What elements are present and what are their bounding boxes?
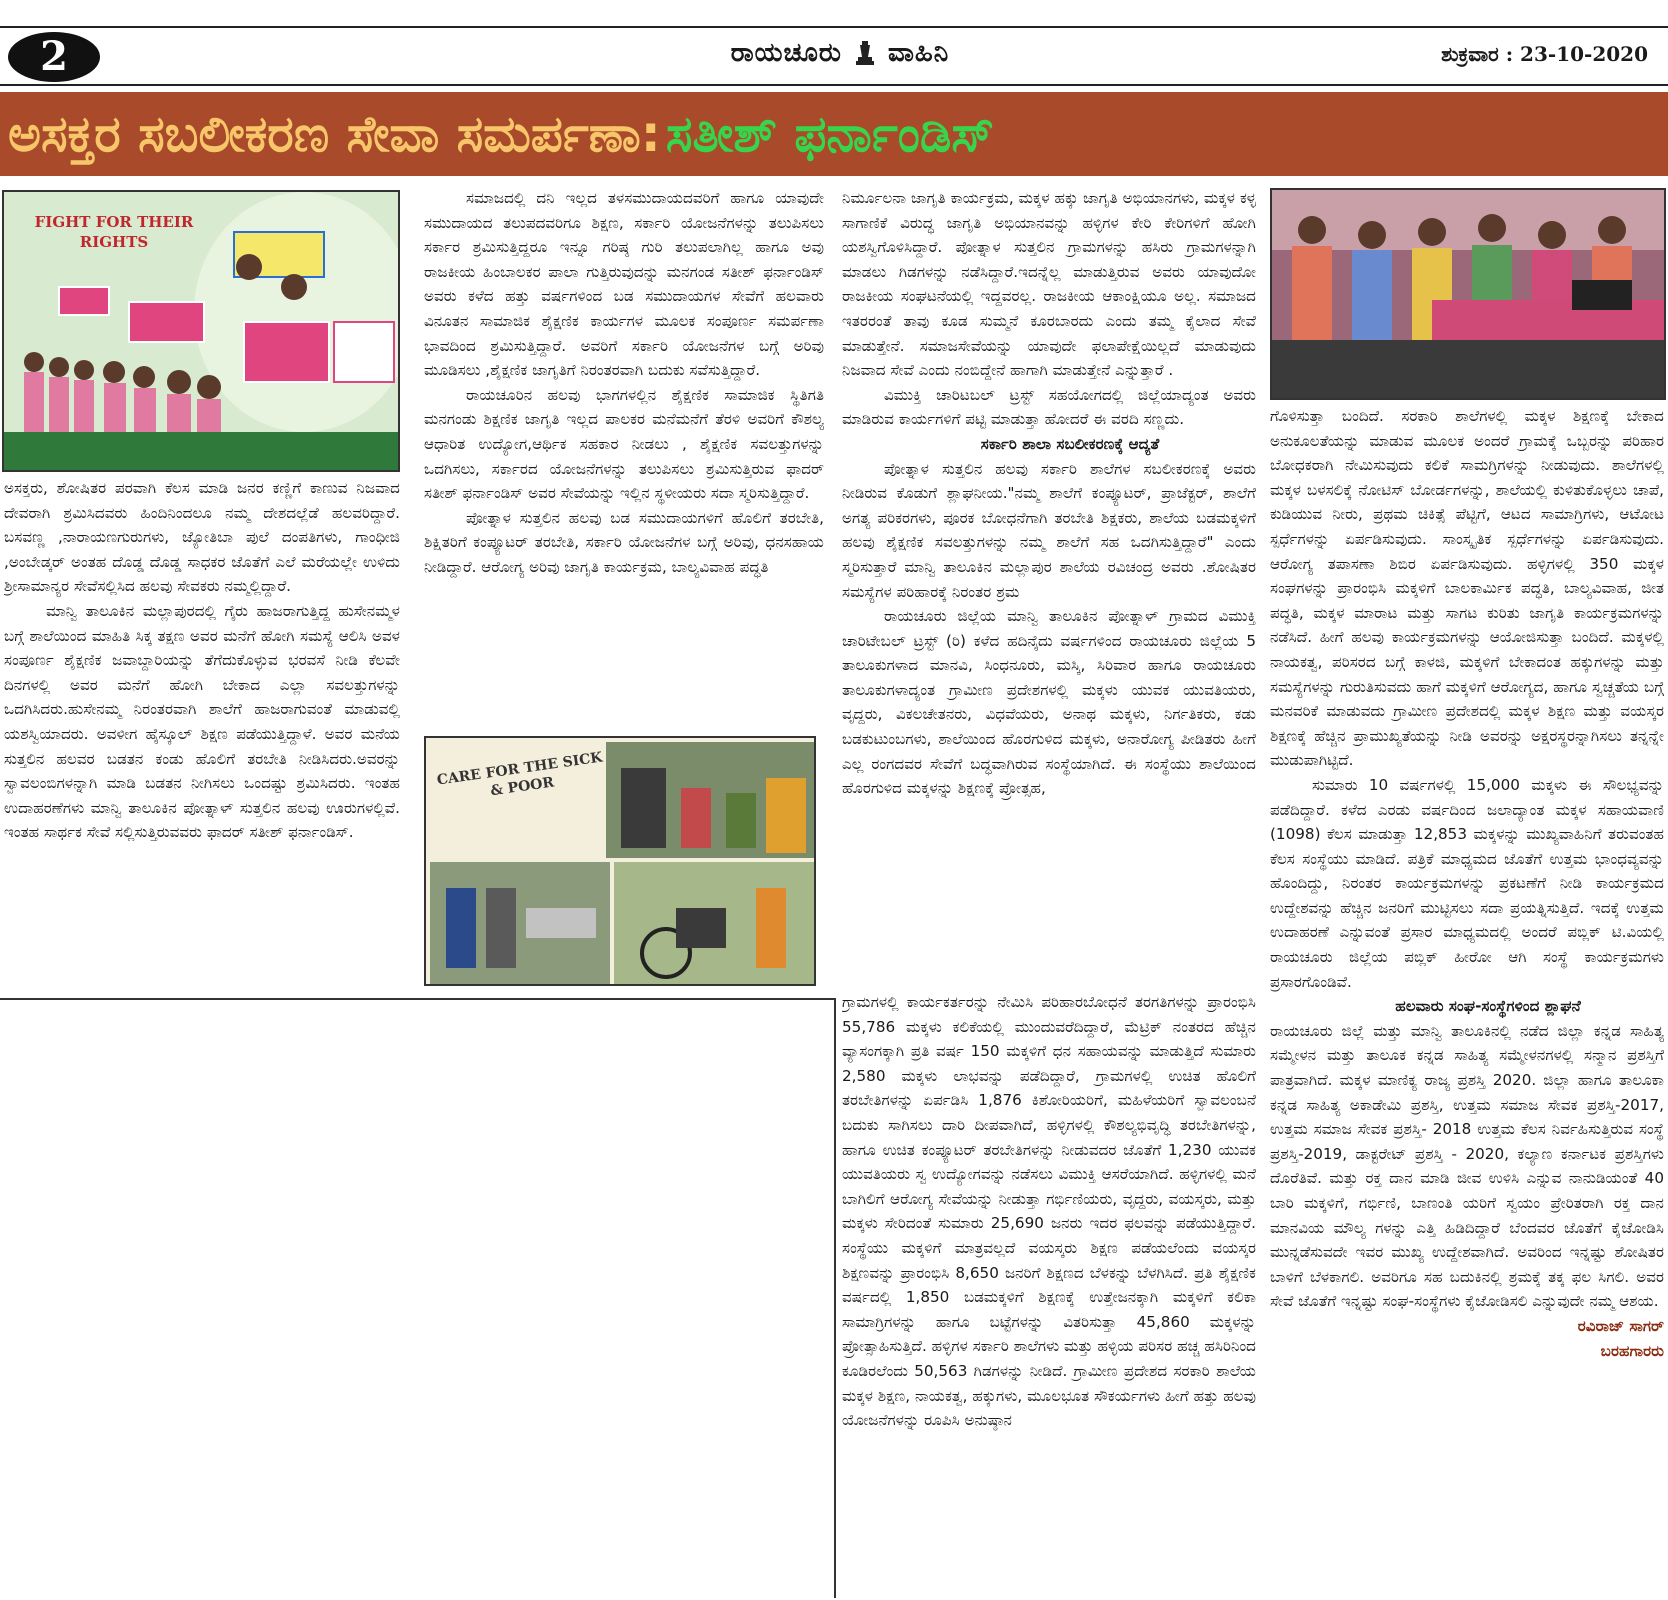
col1-paragraph-1: ಅಸಕ್ತರು, ಶೋಷಿತರ ಪರವಾಗಿ ಕೆಲಸ ಮಾಡಿ ಜನರ ಕಣ್ಣಿಗೆ ಕಾಣುವ ನಿಜವಾದ ದೇವರಾಗಿ ಶ್ರಮಿಸಿದವರು ಹಿಂದಿನಿಂದಲೂ ನಮ್ಮ ದೇಶದಲ್ಲೆಡೆ ಹಲವರಿದ್ದಾರೆ. ಬಸವಣ್ಣ ,ನಾರಾಯಣಗುರುಗಳು, ಜ್ಯೋತಿಬಾ ಪುಲೆ ದಂಪತಿಗಳು, ಗಾಂಧೀಜಿ ,ಅಂಬೇಡ್ಕರ್ ಅಂತಹ ದೊಡ್ಡ ದೊಡ್ಡ ಸಾಧಕರ ಜೊತೆಗೆ ಎಲೆ ಮರೆಯಲ್ಲೇ ಉಳಿದು ಶ್ರೀಸಾಮಾನ್ಯರ ಸೇವೆಸಲ್ಲಿಸಿದ ಹಲವು ಸೇವಕರು ನಮ್ಮಲ್ಲಿದ್ದಾರೆ. — [4, 479, 400, 596]
issue-date: ಶುಕ್ರವಾರ : 23-10-2020 — [1441, 42, 1648, 66]
photo-care — [424, 736, 816, 986]
col4-paragraph-2: ಸುಮಾರು 10 ವರ್ಷಗಳಲ್ಲಿ 15,000 ಮಕ್ಕಳು ಈ ಸೌಲಭ್ಯವನ್ನು ಪಡೆದಿದ್ದಾರೆ. ಕಳೆದ ಎರಡು ವರ್ಷದಿಂದ ಜಲಾದ್ಯಾಂತ ಮಕ್ಕಳ ಸಹಾಯವಾಣಿ (1098) ಕೆಲಸ ಮಾಡುತ್ತಾ 12,853 ಮಕ್ಕಳನ್ನು ಮುಖ್ಯವಾಹಿನಿಗೆ ತರುವಂತಹ ಕೆಲಸ ಸಂಸ್ಥೆಯು ಮಾಡಿದೆ. ಪತ್ರಿಕೆ ಮಾಧ್ಯಮದ ಜೊತೆಗೆ ಉತ್ತಮ ಭಾಂಧವ್ಯವನ್ನು ಹೊಂದಿದ್ದು, ನಿರಂತರ ಕಾರ್ಯಕ್ರಮಗಳನ್ನು ಪ್ರಕಟಣೆಗೆ ನೀಡಿ ಕಾರ್ಯಕ್ರಮದ ಉದ್ದೇಶವನ್ನು ಹೆಚ್ಚಿನ ಜನರಿಗೆ ಮುಟ್ಟಿಸಲು ಸದಾ ಪ್ರಯತ್ನಿಸುತ್ತಿದೆ. ಇದಕ್ಕೆ ಉತ್ತಮ ಉದಾಹರಣೆ ಎನ್ನುವಂತೆ ಪ್ರಸಾರ ಮಾಧ್ಯಮದಲ್ಲಿ ಅಂದರೆ ಪಬ್ಲಿಕ್ ಟಿ.ವಿಯಲ್ಲಿ ರಾಯಚೂರು ಜಿಲ್ಲೆಯ ಪಬ್ಲಿಕ್ ಹೀರೋ ಆಗಿ ಸಂಸ್ಥೆ ಕಾರ್ಯಕ್ರಮಗಳು ಪ್ರಸಾರಗೊಂಡಿವೆ. — [1270, 775, 1664, 991]
col4-paragraph-1: ಗೊಳಿಸುತ್ತಾ ಬಂದಿದೆ. ಸರಕಾರಿ ಶಾಲೆಗಳಲ್ಲಿ ಮಕ್ಕಳ ಶಿಕ್ಷಣಕ್ಕೆ ಬೇಕಾದ ಅನುಕೂಲತೆಯನ್ನು ಮಾಡುವ ಮೂಲಕ ಅಂದರೆ ಗ್ರಾಮಕ್ಕೆ ಒಬ್ಬರನ್ನು ಪರಿಹಾರ ಬೋಧಕರಾಗಿ ನೇಮಿಸುವುದು ಕಲಿಕೆ ಸಾಮಗ್ರಿಗಳನ್ನು ನೀಡುವುದು. ಶಾಲೆಗಳಲ್ಲಿ ಮಕ್ಕಳ ಬಳಸಲಿಕ್ಕೆ ನೋಟಿಸ್ ಬೋರ್ಡಗಳನ್ನು, ಶಾಲೆಯಲ್ಲಿ ಕುಳಿತುಕೊಳ್ಳಲು ಚಾಪೆ, ಕುಡಿಯುವ ನೀರು, ಪ್ರಥಮ ಚಿಕಿತ್ಸೆ ಪೆಟ್ಟಿಗೆ, ಆಟದ ಸಾಮಾಗ್ರಿಗಳು, ಆಟೋಟ ಸ್ಪರ್ಧೆಗಳನ್ನು ಏರ್ಪಡಿಸುವುದು. ಸಾಂಸ್ಕೃತಿಕ ಸ್ಪರ್ಧೆಗಳನ್ನು ಏರ್ಪಡಿಸುವುದು. ಆರೋಗ್ಯ ತಪಾಸಣಾ ಶಿಬಿರ ಏರ್ಪಡಿಸುವುದು. ಹಳ್ಳಿಗಳಲ್ಲಿ 350 ಮಕ್ಕಳ ಸಂಘಗಳನ್ನು ಪ್ರಾರಂಭಿಸಿ ಮಕ್ಕಳಿಗೆ ಬಾಲಕಾರ್ಮಿಕ ಪದ್ಧತಿ, ಬಾಲ್ಯವಿವಾಹ, ಜೀತ ಪದ್ಧತಿ, ಮಕ್ಕಳ ಮಾರಾಟ ಮತ್ತು ಸಾಗಟ ಕುರಿತು ಜಾಗೃತಿ ಕಾರ್ಯಕ್ರಮಗಳನ್ನು ನಡೆಸಿದೆ. ಹೀಗೆ ಹಲವು ಕಾರ್ಯಕ್ರಮಗಳನ್ನು ಆಯೋಜಿಸುತ್ತಾ ಬಂದಿದೆ. ಮಕ್ಕಳಲ್ಲಿ ನಾಯಕತ್ವ, ಪರಿಸರದ ಬಗ್ಗೆ ಕಾಳಜಿ, ಮಕ್ಕಳಿಗೆ ಬೇಕಾದಂತ ಹಕ್ಕುಗಳನ್ನು ಮತ್ತು ಸಮಸ್ಯೆಗಳನ್ನು ಗುರುತಿಸುವದು ಹಾಗೆ ಮಕ್ಕಳಿಗೆ ಆರೋಗ್ಯದ, ಹಾಗೂ ಸ್ವಚ್ಚತೆಯ ಬಗ್ಗೆ ಮನವರಿಕೆ ಮಾಡುವದು ಗ್ರಾಮೀಣ ಪ್ರದೇಶದಲ್ಲಿ ಮಕ್ಕಳ ಶಿಕ್ಷಣ ಮತ್ತು ವಯಸ್ಕರ ಶಿಕ್ಷಣಕ್ಕೆ ಹೆಚ್ಚಿನ ಪ್ರಾಮುಖ್ಯತೆಯನ್ನು ನೀಡಿ ಅವರನ್ನು ಅಕ್ಷರಸ್ಥರನ್ನಾಗಿಸಲು ತನ್ನನ್ನೇ ಮುಡುಪಾಗಿಟ್ಟಿದೆ. — [1270, 407, 1664, 770]
newspaper-name-left: ರಾಯಚೂರು — [730, 38, 842, 68]
col4-subheading: ಹಲವಾರು ಸಂಘ-ಸಂಸ್ಥೆಗಳಿಂದ ಶ್ಲಾಘನೆ — [1395, 997, 1581, 1016]
article-column-1 — [4, 476, 400, 948]
headline-banner — [0, 92, 1668, 176]
photo-rally — [2, 190, 400, 472]
photo-care-caption: CARE FOR THE SICK & POOR — [435, 749, 604, 800]
column-rule-bottom-left — [0, 998, 834, 1000]
newspaper-name-right: ವಾಹಿನಿ — [888, 38, 950, 68]
sewing-illustration — [1272, 190, 1666, 400]
lamp-logo-icon — [856, 39, 874, 65]
col3-paragraph-3: ಪೋತ್ನಾಳ ಸುತ್ತಲಿನ ಹಲವು ಸರ್ಕಾರಿ ಶಾಲೆಗಳ ಸಬಲೀಕರಣಕ್ಕೆ ಅವರು ನೀಡಿರುವ ಕೊಡುಗೆ ಶ್ಲಾಘನೀಯ."ನಮ್ಮ ಶಾಲೆಗೆ ಕಂಪ್ಯೂಟರ್, ಪ್ರಾಜೆಕ್ಟರ್, ಶಾಲೆಗೆ ಅಗತ್ಯ ಪರಿಕರಗಳು, ಪೂರಕ ಬೋಧನೆಗಾಗಿ ತರಬೇತಿ ಶಿಕ್ಷಕರು, ಶಾಲೆಯ ಬಡಮಕ್ಕಳಿಗೆ ಹಲವು ಶೈಕ್ಷಣಿಕ ಸವಲತ್ತುಗಳನ್ನು ನಮ್ಮ ಶಾಲೆಗೆ ಸಹ ಒದಗಿಸುತ್ತಿದ್ದಾರೆ" ಎಂದು ಸ್ಮರಿಸುತ್ತಾರೆ ಮಾನ್ವಿ ತಾಲೂಕಿನ ಮಲ್ಲಾಪುರ ಶಾಲೆಯ ರವಿಚಂದ್ರ ಅವರು .ಶೋಷಿತರ ಸಮಸ್ಯೆಗಳ ಪರಿಹಾರಕ್ಕೆ ನಿರಂತರ ಶ್ರಮ — [842, 459, 1256, 601]
newspaper-name — [660, 38, 1020, 69]
col3-paragraph-2: ವಿಮುಕ್ತಿ ಚಾರಿಟಬಲ್ ಟ್ರಸ್ಟ್ ಸಹಯೋಗದಲ್ಲಿ ಜಿಲ್ಲೆಯಾದ್ಯಂತ ಅವರು ಮಾಡಿರುವ ಕಾರ್ಯಗಳಿಗೆ ಪಟ್ಟಿ ಮಾಡುತ್ತಾ ಹೋದರೆ ಈ ವರದಿ ಸಣ್ಣದು. — [842, 385, 1256, 429]
column-rule-vertical-3 — [834, 998, 836, 1598]
col3-paragraph-1: ನಿರ್ಮೂಲನಾ ಜಾಗೃತಿ ಕಾರ್ಯಕ್ರಮ, ಮಕ್ಕಳ ಹಕ್ಕು ಜಾಗೃತಿ ಅಭಿಯಾನಗಳು, ಮಕ್ಕಳ ಕಳ್ಳ ಸಾಗಾಣಿಕೆ ವಿರುದ್ಧ ಜಾಗೃತಿ ಅಭಿಯಾನವನ್ನು ಹಳ್ಳಿಗಳ ಕೇರಿ ಕೇರಿಗಳಿಗೆ ಹೋಗಿ ಯಶಸ್ವಿಗೊಳಿಸಿದ್ದಾರೆ. ಪೋತ್ನಾಳ ಸುತ್ತಲಿನ ಗ್ರಾಮಗಳನ್ನು ಹಸಿರು ಗ್ರಾಮಗಳನ್ನಾಗಿ ಮಾಡಲು ಗಿಡಗಳನ್ನು ನಡೆಸಿದ್ದಾರೆ.ಇದನ್ನೆಲ್ಲ ಮಾಡುತ್ತಿರುವ ಅವರು ಯಾವುದೋ ರಾಜಕೀಯ ಸಂಘಟನೆಯಲ್ಲಿ ಇದ್ದವರಲ್ಲ. ರಾಜಕೀಯ ಆಕಾಂಕ್ಷಿಯೂ ಅಲ್ಲ. ಸಮಾಜದ ಇತರರಂತೆ ತಾವು ಕೂಡ ಸುಮ್ಮನೆ ಕೂರಬಾರದು ಎಂದು ತಮ್ಮ ಕೈಲಾದ ಸೇವೆ ಮಾಡುತ್ತೇನೆ. ಸಮಾಜಸೇವೆಯನ್ನು ಯಾವುದೇ ಫಲಾಪೇಕ್ಷೆಯಿಲ್ಲದೆ ಮಾಡುವುದು ನಿಜವಾದ ಸೇವೆ ಎಂದು ನಂಬಿದ್ದೇನೆ ಹಾಗಾಗಿ ಮಾಡುತ್ತೇನೆ ಎನ್ನುತ್ತಾರೆ . — [842, 189, 1256, 380]
headline-part-1: ಅಸಕ್ತರ ಸಬಲೀಕರಣ ಸೇವಾ ಸಮರ್ಪಣಾ: — [8, 105, 661, 163]
col2-paragraph-3: ಪೋತ್ನಾಳ ಸುತ್ತಲಿನ ಹಲವು ಬಡ ಸಮುದಾಯಗಳಿಗೆ ಹೊಲಿಗೆ ತರಬೇತಿ, ಶಿಕ್ಷಿತರಿಗೆ ಕಂಪ್ಯೂಟರ್ ತರಬೇತಿ, ಸರ್ಕಾರಿ ಯೋಜನೆಗಳ ಬಗ್ಗೆ ಅರಿವು, ಧನಸಹಾಯ ನೀಡಿದ್ದಾರೆ. ಆರೋಗ್ಯ ಅರಿವು ಜಾಗೃತಿ ಕಾರ್ಯಕ್ರಮ, ಬಾಲ್ಯವಿವಾಹ ಪದ್ಧತಿ — [424, 508, 824, 576]
article-column-3 — [842, 186, 1256, 972]
headline-part-2: ಸತೀಶ್ ಫರ್ನಾಂಡಿಸ್ — [665, 105, 995, 163]
col2-paragraph-1: ಸಮಾಜದಲ್ಲಿ ದನಿ ಇಲ್ಲದ ತಳಸಮುದಾಯದವರಿಗೆ ಹಾಗೂ ಯಾವುದೇ ಸಮುದಾಯದ ತಲುಪದವರಿಗೂ ಶಿಕ್ಷಣ, ಸರ್ಕಾರಿ ಯೋಜನೆಗಳನ್ನು ತಲುಪಿಸಲು ಸರ್ಕಾರ ಶ್ರಮಿಸುತ್ತಿದ್ದರೂ ಇನ್ನೂ ಗರಿಷ್ಠ ಗುರಿ ತಲುಪಲಾಗಿಲ್ಲ ಹಾಗೂ ಅವು ರಾಜಕೀಯ ಹಿಂಬಾಲಕರ ಪಾಲಾ ಗುತ್ತಿರುವುದನ್ನು ಮನಗಂಡ ಸತೀಶ್ ಫರ್ನಾಂಡಿಸ್ ಅವರು ಕಳೆದ ಹತ್ತು ವರ್ಷಗಳಿಂದ ಬಡ ಸಮುದಾಯಗಳ ಸೇವೆಗೆ ಹಲವಾರು ವಿನೂತನ ಸಾಮಾಜಿಕ ಶೈಕ್ಷಣಿಕ ಕಾರ್ಯಗಳ ಮೂಲಕ ಸಂಪೂರ್ಣ ಸಮರ್ಪಣಾ ಭಾವದಿಂದ ಶ್ರಮಿಸುತ್ತಿದ್ದಾರೆ. ಅವರಿಗೆ ಸರ್ಕಾರಿ ಯೋಜನೆಗಳ ಬಗ್ಗೆ ಅರಿವು ಮೂಡಿಸಲು ,ಶೈಕ್ಷಣಿಕ ಜಾಗೃತಿಗೆ ನಿರಂತರವಾಗಿ ಬದುಕು ಸವೆಸುತ್ತಿದ್ದಾರೆ. — [424, 189, 824, 380]
byline-name: ರವಿರಾಜ್ ಸಾಗರ್ — [1577, 1316, 1664, 1335]
col1-paragraph-2: ಮಾನ್ವಿ ತಾಲೂಕಿನ ಮಲ್ಲಾಪುರದಲ್ಲಿ ಗೈರು ಹಾಜರಾಗುತ್ತಿದ್ದ ಹುಸೇನಮ್ಮಳ ಬಗ್ಗೆ ಶಾಲೆಯಿಂದ ಮಾಹಿತಿ ಸಿಕ್ಕ ತಕ್ಷಣ ಅವರ ಮನೆಗೆ ಹೋಗಿ ಸಮಸ್ಯೆ ಆಲಿಸಿ ಅವಳ ಸಂಪೂರ್ಣ ಶೈಕ್ಷಣಿಕ ಜವಾಬ್ದಾರಿಯನ್ನು ತೆಗೆದುಕೊಳ್ಳುವ ಭರವಸೆ ನೀಡಿ ಕೆಲವೇ ದಿನಗಳಲ್ಲಿ ಅವರ ಮನೆಗೆ ಹೋಗಿ ಬೇಕಾದ ಎಲ್ಲಾ ಸವಲತ್ತುಗಳನ್ನು ಒದಗಿಸಿದರು.ಹುಸೇನಮ್ಮ ನಿರಂತರವಾಗಿ ಶಾಲೆಗೆ ಹಾಜರಾಗುವಂತೆ ಮಾಡುವಲ್ಲಿ ಯಶಸ್ವಿಯಾದರು. ಅವಳೀಗ ಹೈಸ್ಕೂಲ್ ಶಿಕ್ಷಣ ಪಡೆಯುತ್ತಿದ್ದಾಳೆ. ಅವರ ಮನೆಯ ಸುತ್ತಲಿನ ಹಲವರ ಬಡತನ ಕಂಡು ಹೊಲಿಗೆ ತರಬೇತಿ ನೀಡಿಸಿದರು.ಅವರನ್ನು ಸ್ವಾವಲಂಬಿಗಳನ್ನಾಗಿ ಮಾಡಿ ಬಡತನ ನೀಗಿಸಲು ಒಂದಷ್ಟು ಶ್ರಮಿಸಿದರು. ಇಂತಹ ಉದಾಹರಣೆಗಳು ಮಾನ್ವಿ ತಾಲೂಕಿನ ಪೋತ್ನಾಳ್ ಸುತ್ತಲಿನ ಹಲವು ಊರುಗಳಲ್ಲಿವೆ. ಇಂತಹ ಸಾರ್ಥಕ ಸೇವೆ ಸಲ್ಲಿಸುತ್ತಿರುವವರು ಫಾದರ್ ಸತೀಶ್ ಫರ್ನಾಂಡಿಸ್. — [4, 601, 400, 842]
masthead — [0, 26, 1668, 86]
col4-paragraph-3: ರಾಯಚೂರು ಜಿಲ್ಲೆ ಮತ್ತು ಮಾನ್ವಿ ತಾಲೂಕಿನಲ್ಲಿ ನಡೆದ ಜಿಲ್ಲಾ ಕನ್ನಡ ಸಾಹಿತ್ಯ ಸಮ್ಮೇಳನ ಮತ್ತು ತಾಲೂಕ ಕನ್ನಡ ಸಾಹಿತ್ಯ ಸಮ್ಮೇಳನಗಳಲ್ಲಿ ಸನ್ಮಾನ ಪ್ರಶಸ್ತಿಗೆ ಪಾತ್ರವಾಗಿದೆ. ಮಕ್ಕಳ ಮಾಣಿಕ್ಯ ರಾಜ್ಯ ಪ್ರಶಸ್ತಿ 2020. ಜಿಲ್ಲಾ ಹಾಗೂ ತಾಲೂಕಾ ಕನ್ನಡ ಸಾಹಿತ್ಯ ಅಕಾಡೇಮಿ ಪ್ರಶಸ್ತಿ, ಉತ್ತಮ ಸಮಾಜ ಸೇವಕ ಪ್ರಶಸ್ತಿ-2017, ಉತ್ತಮ ಸಮಾಜ ಸೇವಕ ಪ್ರಶಸ್ತಿ- 2018 ಉತ್ತಮ ಕೆಲಸ ನಿರ್ವಹಿಸುತ್ತಿರುವ ಸಂಸ್ಥೆ ಪ್ರಶಸ್ತಿ-2019, ಡಾಕ್ಟರೇಟ್ ಪ್ರಶಸ್ತಿ - 2020, ಕಲ್ಯಾಣ ಕರ್ನಾಟಕ ಪ್ರಶಸ್ತಿಗಳು ದೊರೆತಿವೆ. ಮತ್ತು ರಕ್ತ ದಾನ ಮಾಡಿ ಜೀವ ಉಳಿಸಿ ಎನ್ನುವ ನಾನುಡಿಯಂತೆ 40 ಬಾರಿ ಮಕ್ಕಳಿಗೆ, ಗರ್ಭಿಣಿ, ಬಾಣಂತಿ ಯರಿಗೆ ಸ್ವಯಂ ಪ್ರೇರಿತರಾಗಿ ರಕ್ತ ದಾನ ಮಾನವಿಯ ಮೌಲ್ಯ ಗಳನ್ನು ಎತ್ತಿ ಹಿಡಿದಿದ್ದಾರೆ ಬೆಂದವರ ಜೊತೆಗೆ ಕೈಜೋಡಿಸಿ ಮುನ್ನಡೆಸುವದೇ ಇವರ ಮುಖ್ಯ ಉದ್ದೇಶವಾಗಿದೆ. ಅವರಿಂದ ಇನ್ನಷ್ಟು ಶೋಷಿತರ ಬಾಳಿಗೆ ಬೆಳಕಾಗಲಿ. ಅವರಿಗೂ ಸಹ ಬದುಕಿನಲ್ಲಿ ಶ್ರಮಕ್ಕೆ ತಕ್ಕ ಫಲ ಸಿಗಲಿ. ಅವರ ಸೇವೆ ಜೊತೆಗೆ ಇನ್ನಷ್ಟು ಸಂಘ-ಸಂಸ್ಥೆಗಳು ಕೈಜೋಡಿಸಲಿ ಎನ್ನುವುದೇ ನಮ್ಮ ಆಶಯ. — [1270, 1021, 1664, 1311]
photo-rally-caption: FIGHT FOR THEIR RIGHTS — [34, 213, 194, 251]
photo-sewing — [1270, 188, 1666, 400]
byline-role: ಬರಹಗಾರರು — [1600, 1341, 1664, 1360]
col2-paragraph-2: ರಾಯಚೂರಿನ ಹಲವು ಭಾಗಗಳಲ್ಲಿನ ಶೈಕ್ಷಣಿಕ ಸಾಮಾಜಿಕ ಸ್ಥಿತಿಗತಿ ಮನಗಂಡು ಶಿಕ್ಷಣಿಕ ಜಾಗೃತಿ ಇಲ್ಲದ ಪಾಲಕರ ಮನೆಮನೆಗೆ ತೆರಳಿ ಅವರಿಗೆ ಕೌಶಲ್ಯ ಆಧಾರಿತ ಉದ್ಯೋಗ,ಆರ್ಥಿಕ ಸಹಕಾರ ನೀಡಲು , ಶೈಕ್ಷಣಿಕ ಸವಲತ್ತುಗಳನ್ನು ಒದಗಿಸಲು, ಸರ್ಕಾರದ ಯೋಜನೆಗಳನ್ನು ತಲುಪಿಸಲು ಶ್ರಮಿಸುತ್ತಿರುವ ಫಾದರ್ ಸತೀಶ್ ಫರ್ನಾಂಡಿಸ್ ಅವರ ಸೇವೆಯನ್ನು ಇಲ್ಲಿನ ಸ್ಥಳೀಯರು ಸದಾ ಸ್ಮರಿಸುತ್ತಿದ್ದಾರೆ. — [424, 385, 824, 503]
col3-paragraph-4: ರಾಯಚೂರು ಜಿಲ್ಲೆಯ ಮಾನ್ವಿ ತಾಲೂಕಿನ ಪೋತ್ನಾಳ್ ಗ್ರಾಮದ ವಿಮುಕ್ತಿ ಚಾರಿಟೇಬಲ್ ಟ್ರಸ್ಟ್ (ರಿ) ಕಳೆದ ಹದಿನೈದು ವರ್ಷಗಳಿಂದ ರಾಯಚೂರು ಜಿಲ್ಲೆಯ 5 ತಾಲೂಕುಗಳಾದ ಮಾನವಿ, ಸಿಂಧನೂರು, ಮಸ್ಕಿ, ಸಿರಿವಾರ ಹಾಗೂ ರಾಯಚೂರು ತಾಲೂಕುಗಳಾದ್ಯಂತ ಗ್ರಾಮೀಣ ಪ್ರದೇಶಗಳಲ್ಲಿ ಮಕ್ಕಳು ಯುವಕ ಯುವತಿಯರು, ವೃದ್ದರು, ವಿಕಲಚೇತನರು, ವಿಧವೆಯರು, ಅನಾಥ ಮಕ್ಕಳು, ನಿರ್ಗತಿಕರು, ಕಡು ಬಡಕುಟುಂಬಗಳು, ಶಾಲೆಯಿಂದ ಹೊರಗುಳಿದ ಮಕ್ಕಳು, ಅನಾರೋಗ್ಯ ಪೀಡಿತರು ಹೀಗೆ ಎಲ್ಲ ರಂಗದವರ ಸೇವೆಗೆ ಬದ್ಧವಾಗಿರುವ ಸಂಸ್ಥೆಯಾಗಿದೆ. ಈ ಸಂಸ್ಥೆಯು ಶಾಲೆಯಿಂದ ಹೊರಗುಳಿದ ಮಕ್ಕಳನ್ನು ಶಿಕ್ಷಣಕ್ಕೆ ಪ್ರೋತ್ಸಹ, — [842, 607, 1256, 798]
col3b-paragraph-1: ಗ್ರಾಮಗಳಲ್ಲಿ ಕಾರ್ಯಕರ್ತರನ್ನು ನೇಮಿಸಿ ಪರಿಹಾರಬೋಧನೆ ತರಗತಿಗಳನ್ನು ಪ್ರಾರಂಭಿಸಿ 55,786 ಮಕ್ಕಳು ಕಲಿಕೆಯಲ್ಲಿ ಮುಂದುವರೆದಿದ್ದಾರೆ, ಮೆಟ್ರಿಕ್ ನಂತರದ ಹೆಚ್ಚಿನ ವ್ಯಾಸಂಗಕ್ಕಾಗಿ ಪ್ರತಿ ವರ್ಷ 150 ಮಕ್ಕಳಿಗೆ ಧನ ಸಹಾಯವನ್ನು ಮಾಡುತ್ತಿದೆ ಸುಮಾರು 2,580 ಮಕ್ಕಳು ಲಾಭವನ್ನು ಪಡೆದಿದ್ದಾರೆ, ಗ್ರಾಮಗಳಲ್ಲಿ ಉಚಿತ ಹೊಲಿಗೆ ತರಬೇತಿಗಳನ್ನು ಏರ್ಪಡಿಸಿ 1,876 ಕಿಶೋರಿಯರಿಗೆ, ಮಹಿಳೆಯರಿಗೆ ಸ್ವಾವಲಂಬನೆ ಬದುಕು ಸಾಗಿಸಲು ದಾರಿ ದೀಪವಾಗಿದೆ, ಹಳ್ಳಿಗಳಲ್ಲಿ ಕೌಶಲ್ಯಭಿವೃದ್ಧಿ ತರಬೇತಿಗಳನ್ನು, ಹಾಗೂ ಉಚಿತ ಕಂಪ್ಯೂಟರ್ ತರಬೇತಿಗಳನ್ನು ನೀಡುವದರ ಜೊತೆಗೆ 1,230 ಯುವಕ ಯುವತಿಯರು ಸ್ವ ಉದ್ಯೋಗವನ್ನು ನಡೆಸಲು ವಿಮುಕ್ತಿ ಆಸರೆಯಾಗಿದೆ. ಹಳ್ಳಿಗಳಲ್ಲಿ ಮನೆ ಬಾಗಿಲಿಗೆ ಆರೋಗ್ಯ ಸೇವೆಯನ್ನು ನೀಡುತ್ತಾ ಗರ್ಭಿಣಿಯರು, ವೃದ್ದರು, ವಯಸ್ಕರು, ಮತ್ತು ಮಕ್ಕಳು ಸೇರಿದಂತೆ ಸುಮಾರು 25,690 ಜನರು ಇದರ ಫಲವನ್ನು ಪಡೆಯುತ್ತಿದ್ದಾರೆ. ಸಂಸ್ಥೆಯು ಮಕ್ಕಳಿಗೆ ಮಾತ್ರವಲ್ಲದೆ ವಯಸ್ಕರು ಶಿಕ್ಷಣ ಪಡೆಯಲೆಂದು ವಯಸ್ಕರ ಶಿಕ್ಷಣವನ್ನು ಪ್ರಾರಂಭಿಸಿ 8,650 ಜನರಿಗೆ ಶಿಕ್ಷಣದ ಬೆಳಕನ್ನು ಬೆಳಗಿಸಿದೆ. ಪ್ರತಿ ಶೈಕ್ಷಣಿಕ ವರ್ಷದಲ್ಲಿ 1,850 ಬಡಮಕ್ಕಳಿಗೆ ಶಿಕ್ಷಣಕ್ಕೆ ಉತ್ತೇಜನಕ್ಕಾಗಿ ಮಕ್ಕಳಿಗೆ ಕಲಿಕಾ ಸಾಮಾಗ್ರಿಗಳನ್ನು ಹಾಗೂ ಬಟ್ಟೆಗಳನ್ನು ವಿತರಿಸುತ್ತಾ 45,860 ಮಕ್ಕಳನ್ನು ಪ್ರೋತ್ಸಾಹಿಸುತ್ತಿದೆ. ಹಳ್ಳಿಗಳ ಸರ್ಕಾರಿ ಶಾಲೆಗಳು ಮತ್ತು ಹಳ್ಳಿಯ ಪರಿಸರ ಹಚ್ಚ ಹಸಿರಿನಿಂದ ಕೂಡಿರಲೆಂದು 50,563 ಗಿಡಗಳನ್ನು ನೀಡಿದೆ. ಗ್ರಾಮೀಣ ಪ್ರದೇಶದ ಸರಕಾರಿ ಶಾಲೆಯ ಮಕ್ಕಳ ಶಿಕ್ಷಣ, ನಾಯಕತ್ವ, ಹಕ್ಕುಗಳು, ಮೂಲಭೂತ ಸೌಕರ್ಯಗಳು ಹೀಗೆ ಹತ್ತು ಹಲವು ಯೋಜನೆಗಳನ್ನು ರೂಪಿಸಿ ಅನುಷ್ಠಾನ — [842, 993, 1256, 1430]
article-column-4 — [1270, 404, 1664, 1596]
article-column-3-continued — [842, 990, 1256, 1596]
article-column-2 — [424, 186, 824, 726]
col3-subheading: ಸರ್ಕಾರಿ ಶಾಲಾ ಸಬಲೀಕರಣಕ್ಕೆ ಆದ್ಯತೆ — [980, 434, 1160, 453]
page-number: 2 — [8, 32, 100, 82]
